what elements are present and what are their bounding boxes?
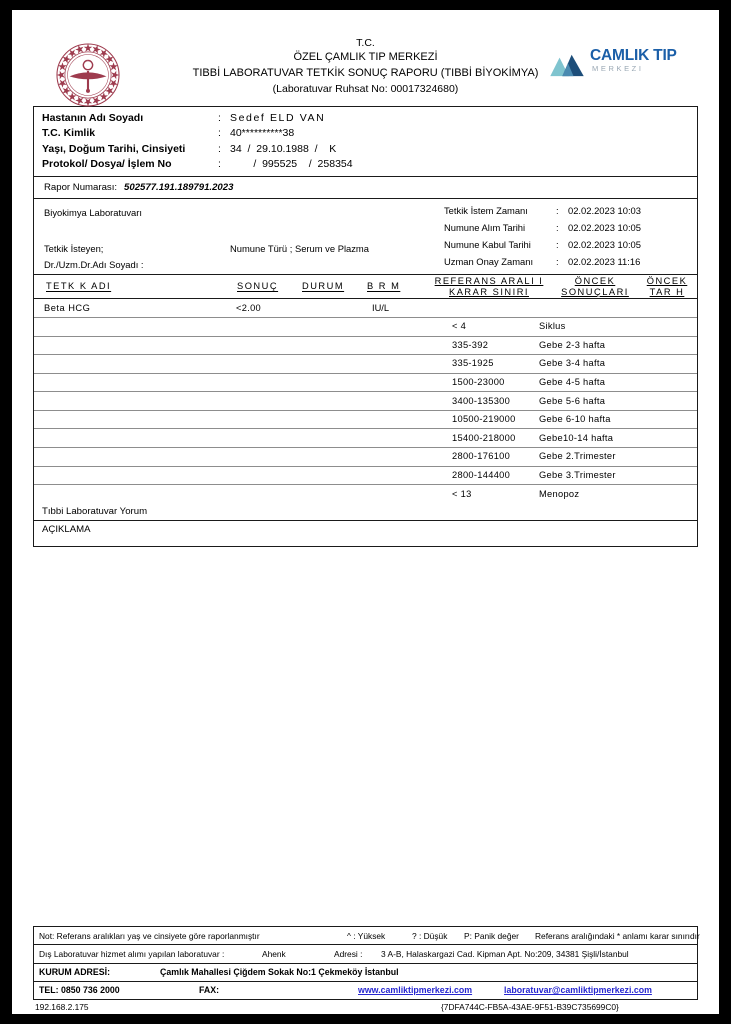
external-lab-row	[33, 945, 698, 964]
patient-row-protocol	[42, 157, 697, 172]
institution-address-row	[33, 964, 698, 982]
timestamp-value: 02.02.2023 11:16	[568, 256, 641, 268]
cell-comment: Gebe 2-3 hafta	[539, 339, 606, 350]
patient-protocol-label: Protokol/ Dosya/ İşlem No	[42, 157, 172, 170]
colon: :	[218, 127, 221, 140]
legend-decision-limit: Referans aralığındaki * anlamı karar sınırıdır	[535, 931, 700, 941]
contact-row	[33, 982, 698, 1000]
patient-name-value: Sedef ELD VAN	[230, 112, 326, 124]
patient-tckimlik-value: 40**********38	[230, 127, 295, 140]
colon: :	[556, 239, 559, 251]
col-header-test-name: TETK K ADI	[46, 281, 112, 292]
external-lab-label: Dış Laboratuvar hizmet alımı yapılan laboratuvar :	[39, 949, 225, 959]
cell-comment: Gebe 3-4 hafta	[539, 358, 606, 369]
table-row	[34, 447, 697, 466]
legend-low: ? : Düşük	[412, 931, 448, 941]
timestamp-label: Uzman Onay Zamanı	[444, 256, 534, 268]
table-row	[34, 428, 697, 447]
mountain-logo-icon	[548, 52, 586, 78]
cell-test-name: Beta HCG	[44, 302, 91, 313]
patient-protocol-value: / 995525 / 258354	[230, 157, 353, 170]
cell-reference: 2800-176100	[452, 451, 511, 462]
doctor-name-label: Dr./Uzm.Dr.Adı Soyadı :	[44, 259, 144, 271]
cell-reference: 2800-144400	[452, 470, 511, 481]
lab-comment-section: Tıbbi Laboratuvar Yorum	[33, 503, 698, 521]
sample-type-value: Serum ve Plazma	[294, 243, 369, 255]
external-address-label: Adresi :	[334, 949, 363, 959]
cell-comment: Menopoz	[539, 488, 580, 499]
requester-label: Tetkik İsteyen;	[44, 243, 104, 255]
cell-reference: 335-392	[452, 339, 489, 350]
patient-row-tckimlik	[42, 126, 697, 141]
report-header	[33, 28, 698, 106]
report-page	[12, 10, 719, 1014]
col-header-previous-date-line2: TAR H	[649, 286, 685, 297]
patient-row-age-dob-gender	[42, 142, 697, 157]
timestamp-value: 02.02.2023 10:05	[568, 239, 641, 251]
timestamp-label: Numune Kabul Tarihi	[444, 239, 531, 251]
cell-comment: Gebe 2.Trimester	[539, 451, 616, 462]
footer-note: Not: Referans aralıkları yaş ve cinsiyete göre raporlanmıştır	[39, 931, 260, 941]
logo-main-text: CAMLIK TIP	[590, 47, 677, 64]
header-org: ÖZEL ÇAMLIK TIP MERKEZİ	[293, 51, 438, 64]
col-header-previous-results	[549, 276, 641, 297]
results-table	[33, 275, 698, 503]
lab-info-box	[33, 199, 698, 275]
table-row	[34, 336, 697, 355]
footer-meta-row	[33, 1002, 698, 1018]
patient-tckimlik-label: T.C. Kimlik	[42, 127, 96, 140]
sample-type	[230, 243, 369, 254]
patient-name-label: Hastanın Adı Soyadı	[42, 112, 144, 124]
patient-age-value: 34 / 29.10.1988 / K	[230, 142, 337, 155]
table-row	[34, 298, 697, 317]
logo-sub-text: MERKEZI	[592, 64, 644, 74]
timestamp-label: Numune Alım Tarihi	[444, 222, 526, 234]
lab-timestamps	[444, 206, 641, 274]
cell-reference: < 13	[452, 488, 472, 499]
col-header-previous-date	[636, 276, 698, 297]
cell-result: <2.00	[236, 302, 262, 313]
institution-address-value: Çamlık Mahallesi Çiğdem Sokak No:1 Çekmeköy İstanbul	[160, 967, 399, 977]
colon: :	[556, 256, 559, 268]
colon: :	[218, 112, 221, 124]
cell-reference: 10500-219000	[452, 414, 516, 425]
header-license: (Laboratuvar Ruhsat No: 00017324680)	[272, 82, 459, 95]
col-header-previous-results-line2: SONUÇLARI	[561, 286, 629, 297]
lab-department: Biyokimya Laboratuvarı	[44, 207, 142, 219]
institution-address-label: KURUM ADRESİ:	[39, 967, 111, 977]
legend-panic: P: Panik değer	[464, 931, 519, 941]
col-header-reference-line1: REFERANS ARALI I	[434, 276, 544, 287]
timestamp-row-request	[444, 206, 641, 215]
report-number-box	[33, 177, 698, 199]
ip-address: 192.168.2.175	[35, 1002, 89, 1012]
fax-label: FAX:	[199, 985, 220, 995]
col-header-reference	[414, 276, 564, 297]
header-tc: T.C.	[356, 37, 375, 49]
cell-reference: 335-1925	[452, 358, 494, 369]
external-lab-name: Ahenk	[262, 949, 286, 959]
cell-reference: 3400-135300	[452, 395, 511, 406]
timestamp-row-collection	[444, 223, 641, 232]
col-header-previous-results-line1: ÖNCEK	[574, 276, 616, 287]
turkish-health-ministry-emblem-icon	[55, 42, 121, 108]
page-title: TIBBİ LABORATUVAR TETKİK SONUÇ RAPORU (TIBBİ BİYOKİMYA)	[192, 66, 539, 79]
table-row	[34, 317, 697, 336]
cell-reference: 15400-218000	[452, 432, 516, 443]
table-row	[34, 410, 697, 429]
cell-comment: Gebe 6-10 hafta	[539, 414, 611, 425]
cell-reference: 1500-23000	[452, 377, 505, 388]
telephone: TEL: 0850 736 2000	[39, 985, 120, 995]
timestamp-value: 02.02.2023 10:05	[568, 222, 641, 234]
email-link[interactable]: laboratuvar@camliktipmerkezi.com	[504, 985, 652, 995]
cell-comment: Gebe10-14 hafta	[539, 432, 614, 443]
col-header-previous-date-line1: ÖNCEK	[646, 276, 688, 287]
document-guid: {7DFA744C-FB5A-43AE-9F51-B39C735699C0}	[441, 1002, 619, 1012]
table-row	[34, 391, 697, 410]
colon: :	[218, 142, 221, 155]
timestamp-label: Tetkik İstem Zamanı	[444, 205, 528, 217]
table-row	[34, 354, 697, 373]
legend-high: ^ : Yüksek	[347, 931, 386, 941]
timestamp-value: 02.02.2023 10:03	[568, 205, 641, 217]
cell-unit: IU/L	[372, 302, 390, 313]
clinic-logo	[548, 48, 696, 86]
col-header-status: DURUM	[302, 281, 345, 292]
col-header-reference-line2: KARAR SINIRI	[449, 286, 529, 297]
results-table-header	[34, 275, 697, 298]
colon: :	[218, 157, 221, 170]
patient-row-name	[42, 111, 697, 126]
report-number-value: 502577.191.189791.2023	[124, 182, 234, 194]
sample-type-label: Numune Türü ;	[230, 243, 293, 255]
report-footer	[33, 926, 698, 1018]
patient-age-label: Yaşı, Doğum Tarihi, Cinsiyeti	[42, 142, 186, 155]
website-link[interactable]: www.camliktipmerkezi.com	[358, 985, 473, 995]
table-row	[34, 466, 697, 485]
explanation-section: AÇIKLAMA	[33, 521, 698, 547]
timestamp-row-approval	[444, 257, 641, 266]
colon: :	[556, 222, 559, 234]
cell-reference: < 4	[452, 321, 467, 332]
col-header-unit: B R M	[367, 281, 401, 292]
colon: :	[556, 205, 559, 217]
timestamp-row-acceptance	[444, 240, 641, 249]
col-header-result: SONUÇ	[237, 281, 279, 292]
cell-comment: Siklus	[539, 321, 566, 332]
patient-info-box	[33, 106, 698, 177]
footer-note-row	[33, 926, 698, 945]
external-address: 3 A-B, Halaskargazi Cad. Kipman Apt. No:209, 34381 Şişli/İstanbul	[381, 949, 629, 959]
table-row	[34, 484, 697, 503]
table-row	[34, 373, 697, 392]
cell-comment: Gebe 5-6 hafta	[539, 395, 606, 406]
report-number-label: Rapor Numarası:	[44, 182, 118, 194]
cell-comment: Gebe 4-5 hafta	[539, 377, 606, 388]
cell-comment: Gebe 3.Trimester	[539, 470, 616, 481]
